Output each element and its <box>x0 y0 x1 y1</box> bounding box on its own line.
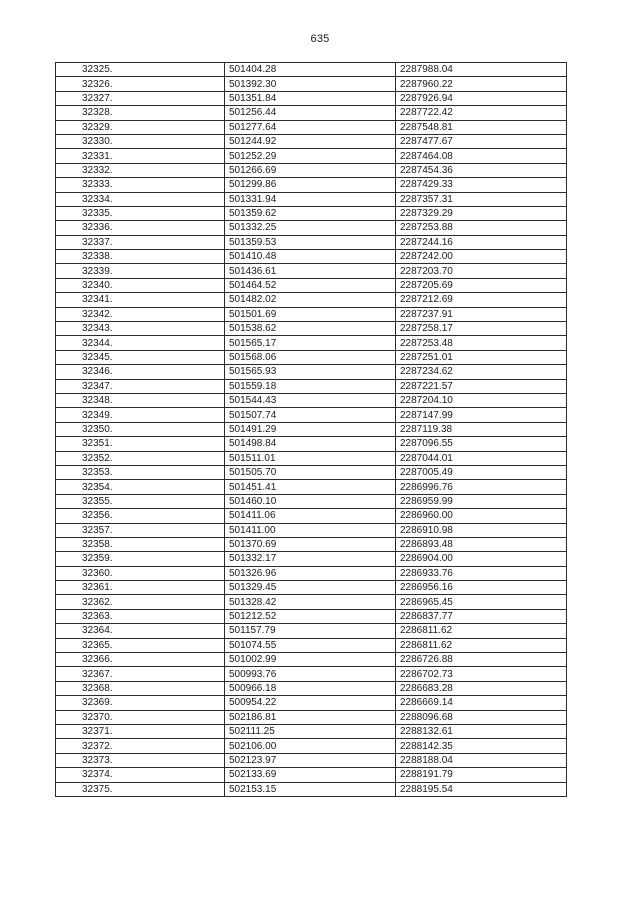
y-coordinate-cell: 2287960.22 <box>396 77 567 91</box>
point-number-cell: 32367. <box>56 667 225 681</box>
point-number-cell: 32351. <box>56 437 225 451</box>
table-row <box>56 149 567 163</box>
x-coordinate-cell: 501411.06 <box>225 509 396 523</box>
point-number-cell: 32361. <box>56 581 225 595</box>
point-number-cell: 32374. <box>56 768 225 782</box>
table-row <box>56 393 567 407</box>
x-coordinate-cell: 501252.29 <box>225 149 396 163</box>
x-coordinate-cell: 501157.79 <box>225 624 396 638</box>
point-number-cell: 32326. <box>56 77 225 91</box>
table-row <box>56 250 567 264</box>
point-number-cell: 32333. <box>56 178 225 192</box>
table-row <box>56 106 567 120</box>
x-coordinate-cell: 501565.17 <box>225 336 396 350</box>
table-row <box>56 293 567 307</box>
point-number-cell: 32331. <box>56 149 225 163</box>
coordinate-table-body <box>56 63 567 797</box>
y-coordinate-cell: 2287253.88 <box>396 221 567 235</box>
table-row <box>56 782 567 796</box>
point-number-cell: 32357. <box>56 523 225 537</box>
point-number-cell: 32350. <box>56 422 225 436</box>
x-coordinate-cell: 501410.48 <box>225 250 396 264</box>
y-coordinate-cell: 2287429.33 <box>396 178 567 192</box>
table-row <box>56 120 567 134</box>
table-row <box>56 365 567 379</box>
x-coordinate-cell: 501326.96 <box>225 566 396 580</box>
table-row <box>56 437 567 451</box>
table-row <box>56 465 567 479</box>
table-row <box>56 63 567 77</box>
y-coordinate-cell: 2287044.01 <box>396 451 567 465</box>
point-number-cell: 32370. <box>56 710 225 724</box>
y-coordinate-cell: 2286910.98 <box>396 523 567 537</box>
table-row <box>56 581 567 595</box>
table-row <box>56 609 567 623</box>
table-row <box>56 206 567 220</box>
point-number-cell: 32330. <box>56 134 225 148</box>
x-coordinate-cell: 501565.93 <box>225 365 396 379</box>
x-coordinate-cell: 501511.01 <box>225 451 396 465</box>
x-coordinate-cell: 502153.15 <box>225 782 396 796</box>
x-coordinate-cell: 501002.99 <box>225 653 396 667</box>
point-number-cell: 32334. <box>56 192 225 206</box>
x-coordinate-cell: 501332.17 <box>225 552 396 566</box>
point-number-cell: 32369. <box>56 696 225 710</box>
y-coordinate-cell: 2286959.99 <box>396 494 567 508</box>
table-row <box>56 739 567 753</box>
x-coordinate-cell: 501491.29 <box>225 422 396 436</box>
y-coordinate-cell: 2288191.79 <box>396 768 567 782</box>
x-coordinate-cell: 501559.18 <box>225 379 396 393</box>
table-row <box>56 509 567 523</box>
y-coordinate-cell: 2287926.94 <box>396 91 567 105</box>
table-row <box>56 667 567 681</box>
y-coordinate-cell: 2287477.67 <box>396 134 567 148</box>
y-coordinate-cell: 2287242.00 <box>396 250 567 264</box>
point-number-cell: 32327. <box>56 91 225 105</box>
x-coordinate-cell: 501299.86 <box>225 178 396 192</box>
y-coordinate-cell: 2287221.57 <box>396 379 567 393</box>
table-row <box>56 221 567 235</box>
y-coordinate-cell: 2287988.04 <box>396 63 567 77</box>
point-number-cell: 32354. <box>56 480 225 494</box>
x-coordinate-cell: 501328.42 <box>225 595 396 609</box>
x-coordinate-cell: 501266.69 <box>225 163 396 177</box>
point-number-cell: 32356. <box>56 509 225 523</box>
y-coordinate-cell: 2288195.54 <box>396 782 567 796</box>
y-coordinate-cell: 2286956.16 <box>396 581 567 595</box>
point-number-cell: 32353. <box>56 465 225 479</box>
x-coordinate-cell: 501212.52 <box>225 609 396 623</box>
point-number-cell: 32362. <box>56 595 225 609</box>
x-coordinate-cell: 501482.02 <box>225 293 396 307</box>
x-coordinate-cell: 502123.97 <box>225 753 396 767</box>
point-number-cell: 32358. <box>56 537 225 551</box>
point-number-cell: 32341. <box>56 293 225 307</box>
table-row <box>56 653 567 667</box>
point-number-cell: 32364. <box>56 624 225 638</box>
x-coordinate-cell: 501359.53 <box>225 235 396 249</box>
x-coordinate-cell: 501329.45 <box>225 581 396 595</box>
y-coordinate-cell: 2288132.61 <box>396 724 567 738</box>
y-coordinate-cell: 2287234.62 <box>396 365 567 379</box>
y-coordinate-cell: 2286726.88 <box>396 653 567 667</box>
y-coordinate-cell: 2286811.62 <box>396 638 567 652</box>
y-coordinate-cell: 2286965.45 <box>396 595 567 609</box>
point-number-cell: 32328. <box>56 106 225 120</box>
table-row <box>56 307 567 321</box>
y-coordinate-cell: 2286683.28 <box>396 681 567 695</box>
y-coordinate-cell: 2287205.69 <box>396 278 567 292</box>
y-coordinate-cell: 2287258.17 <box>396 322 567 336</box>
table-row <box>56 408 567 422</box>
table-row <box>56 480 567 494</box>
point-number-cell: 32359. <box>56 552 225 566</box>
point-number-cell: 32347. <box>56 379 225 393</box>
table-row <box>56 422 567 436</box>
x-coordinate-cell: 502106.00 <box>225 739 396 753</box>
table-row <box>56 336 567 350</box>
x-coordinate-cell: 502111.25 <box>225 724 396 738</box>
point-number-cell: 32340. <box>56 278 225 292</box>
table-row <box>56 724 567 738</box>
x-coordinate-cell: 500954.22 <box>225 696 396 710</box>
y-coordinate-cell: 2286837.77 <box>396 609 567 623</box>
y-coordinate-cell: 2287212.69 <box>396 293 567 307</box>
y-coordinate-cell: 2287454.36 <box>396 163 567 177</box>
point-number-cell: 32337. <box>56 235 225 249</box>
table-row <box>56 192 567 206</box>
x-coordinate-cell: 501507.74 <box>225 408 396 422</box>
y-coordinate-cell: 2286893.48 <box>396 537 567 551</box>
y-coordinate-cell: 2286811.62 <box>396 624 567 638</box>
point-number-cell: 32345. <box>56 350 225 364</box>
y-coordinate-cell: 2286669.14 <box>396 696 567 710</box>
x-coordinate-cell: 501404.28 <box>225 63 396 77</box>
y-coordinate-cell: 2287251.01 <box>396 350 567 364</box>
x-coordinate-cell: 501460.10 <box>225 494 396 508</box>
y-coordinate-cell: 2287244.16 <box>396 235 567 249</box>
y-coordinate-cell: 2287119.38 <box>396 422 567 436</box>
x-coordinate-cell: 501074.55 <box>225 638 396 652</box>
x-coordinate-cell: 500993.76 <box>225 667 396 681</box>
point-number-cell: 32325. <box>56 63 225 77</box>
table-row <box>56 235 567 249</box>
point-number-cell: 32363. <box>56 609 225 623</box>
x-coordinate-cell: 501411.00 <box>225 523 396 537</box>
point-number-cell: 32371. <box>56 724 225 738</box>
point-number-cell: 32339. <box>56 264 225 278</box>
x-coordinate-cell: 501538.62 <box>225 322 396 336</box>
y-coordinate-cell: 2287253.48 <box>396 336 567 350</box>
x-coordinate-cell: 501370.69 <box>225 537 396 551</box>
table-row <box>56 278 567 292</box>
table-row <box>56 537 567 551</box>
table-row <box>56 696 567 710</box>
x-coordinate-cell: 501451.41 <box>225 480 396 494</box>
x-coordinate-cell: 501498.84 <box>225 437 396 451</box>
y-coordinate-cell: 2287203.70 <box>396 264 567 278</box>
table-row <box>56 523 567 537</box>
x-coordinate-cell: 501464.52 <box>225 278 396 292</box>
table-row <box>56 322 567 336</box>
point-number-cell: 32360. <box>56 566 225 580</box>
point-number-cell: 32365. <box>56 638 225 652</box>
point-number-cell: 32342. <box>56 307 225 321</box>
y-coordinate-cell: 2286960.00 <box>396 509 567 523</box>
y-coordinate-cell: 2286904.00 <box>396 552 567 566</box>
x-coordinate-cell: 501359.62 <box>225 206 396 220</box>
table-row <box>56 638 567 652</box>
y-coordinate-cell: 2287464.08 <box>396 149 567 163</box>
point-number-cell: 32338. <box>56 250 225 264</box>
table-row <box>56 624 567 638</box>
point-number-cell: 32336. <box>56 221 225 235</box>
point-number-cell: 32355. <box>56 494 225 508</box>
y-coordinate-cell: 2288142.35 <box>396 739 567 753</box>
y-coordinate-cell: 2286933.76 <box>396 566 567 580</box>
x-coordinate-cell: 501331.94 <box>225 192 396 206</box>
table-row <box>56 552 567 566</box>
point-number-cell: 32343. <box>56 322 225 336</box>
x-coordinate-cell: 501351.84 <box>225 91 396 105</box>
point-number-cell: 32373. <box>56 753 225 767</box>
x-coordinate-cell: 501392.30 <box>225 77 396 91</box>
y-coordinate-cell: 2287147.99 <box>396 408 567 422</box>
y-coordinate-cell: 2288188.04 <box>396 753 567 767</box>
x-coordinate-cell: 502133.69 <box>225 768 396 782</box>
point-number-cell: 32348. <box>56 393 225 407</box>
table-row <box>56 566 567 580</box>
point-number-cell: 32344. <box>56 336 225 350</box>
x-coordinate-cell: 501332.25 <box>225 221 396 235</box>
table-row <box>56 350 567 364</box>
table-row <box>56 710 567 724</box>
table-row <box>56 178 567 192</box>
table-row <box>56 451 567 465</box>
coordinate-table <box>55 62 567 797</box>
point-number-cell: 32332. <box>56 163 225 177</box>
x-coordinate-cell: 500966.18 <box>225 681 396 695</box>
y-coordinate-cell: 2287204.10 <box>396 393 567 407</box>
x-coordinate-cell: 501256.44 <box>225 106 396 120</box>
x-coordinate-cell: 501568.06 <box>225 350 396 364</box>
x-coordinate-cell: 502186.81 <box>225 710 396 724</box>
y-coordinate-cell: 2288096.68 <box>396 710 567 724</box>
table-row <box>56 768 567 782</box>
table-row <box>56 264 567 278</box>
point-number-cell: 32375. <box>56 782 225 796</box>
y-coordinate-cell: 2286702.73 <box>396 667 567 681</box>
y-coordinate-cell: 2287005.49 <box>396 465 567 479</box>
table-row <box>56 681 567 695</box>
y-coordinate-cell: 2286996.76 <box>396 480 567 494</box>
x-coordinate-cell: 501436.61 <box>225 264 396 278</box>
point-number-cell: 32335. <box>56 206 225 220</box>
table-row <box>56 753 567 767</box>
point-number-cell: 32329. <box>56 120 225 134</box>
point-number-cell: 32349. <box>56 408 225 422</box>
point-number-cell: 32372. <box>56 739 225 753</box>
x-coordinate-cell: 501501.69 <box>225 307 396 321</box>
point-number-cell: 32346. <box>56 365 225 379</box>
table-row <box>56 163 567 177</box>
point-number-cell: 32352. <box>56 451 225 465</box>
table-row <box>56 91 567 105</box>
table-row <box>56 494 567 508</box>
x-coordinate-cell: 501544.43 <box>225 393 396 407</box>
table-row <box>56 595 567 609</box>
x-coordinate-cell: 501244.92 <box>225 134 396 148</box>
point-number-cell: 32368. <box>56 681 225 695</box>
y-coordinate-cell: 2287096.55 <box>396 437 567 451</box>
y-coordinate-cell: 2287237.91 <box>396 307 567 321</box>
x-coordinate-cell: 501277.64 <box>225 120 396 134</box>
y-coordinate-cell: 2287548.81 <box>396 120 567 134</box>
y-coordinate-cell: 2287329.29 <box>396 206 567 220</box>
table-row <box>56 379 567 393</box>
x-coordinate-cell: 501505.70 <box>225 465 396 479</box>
y-coordinate-cell: 2287722.42 <box>396 106 567 120</box>
point-number-cell: 32366. <box>56 653 225 667</box>
table-row <box>56 134 567 148</box>
table-row <box>56 77 567 91</box>
y-coordinate-cell: 2287357.31 <box>396 192 567 206</box>
page-number: 635 <box>310 33 330 45</box>
